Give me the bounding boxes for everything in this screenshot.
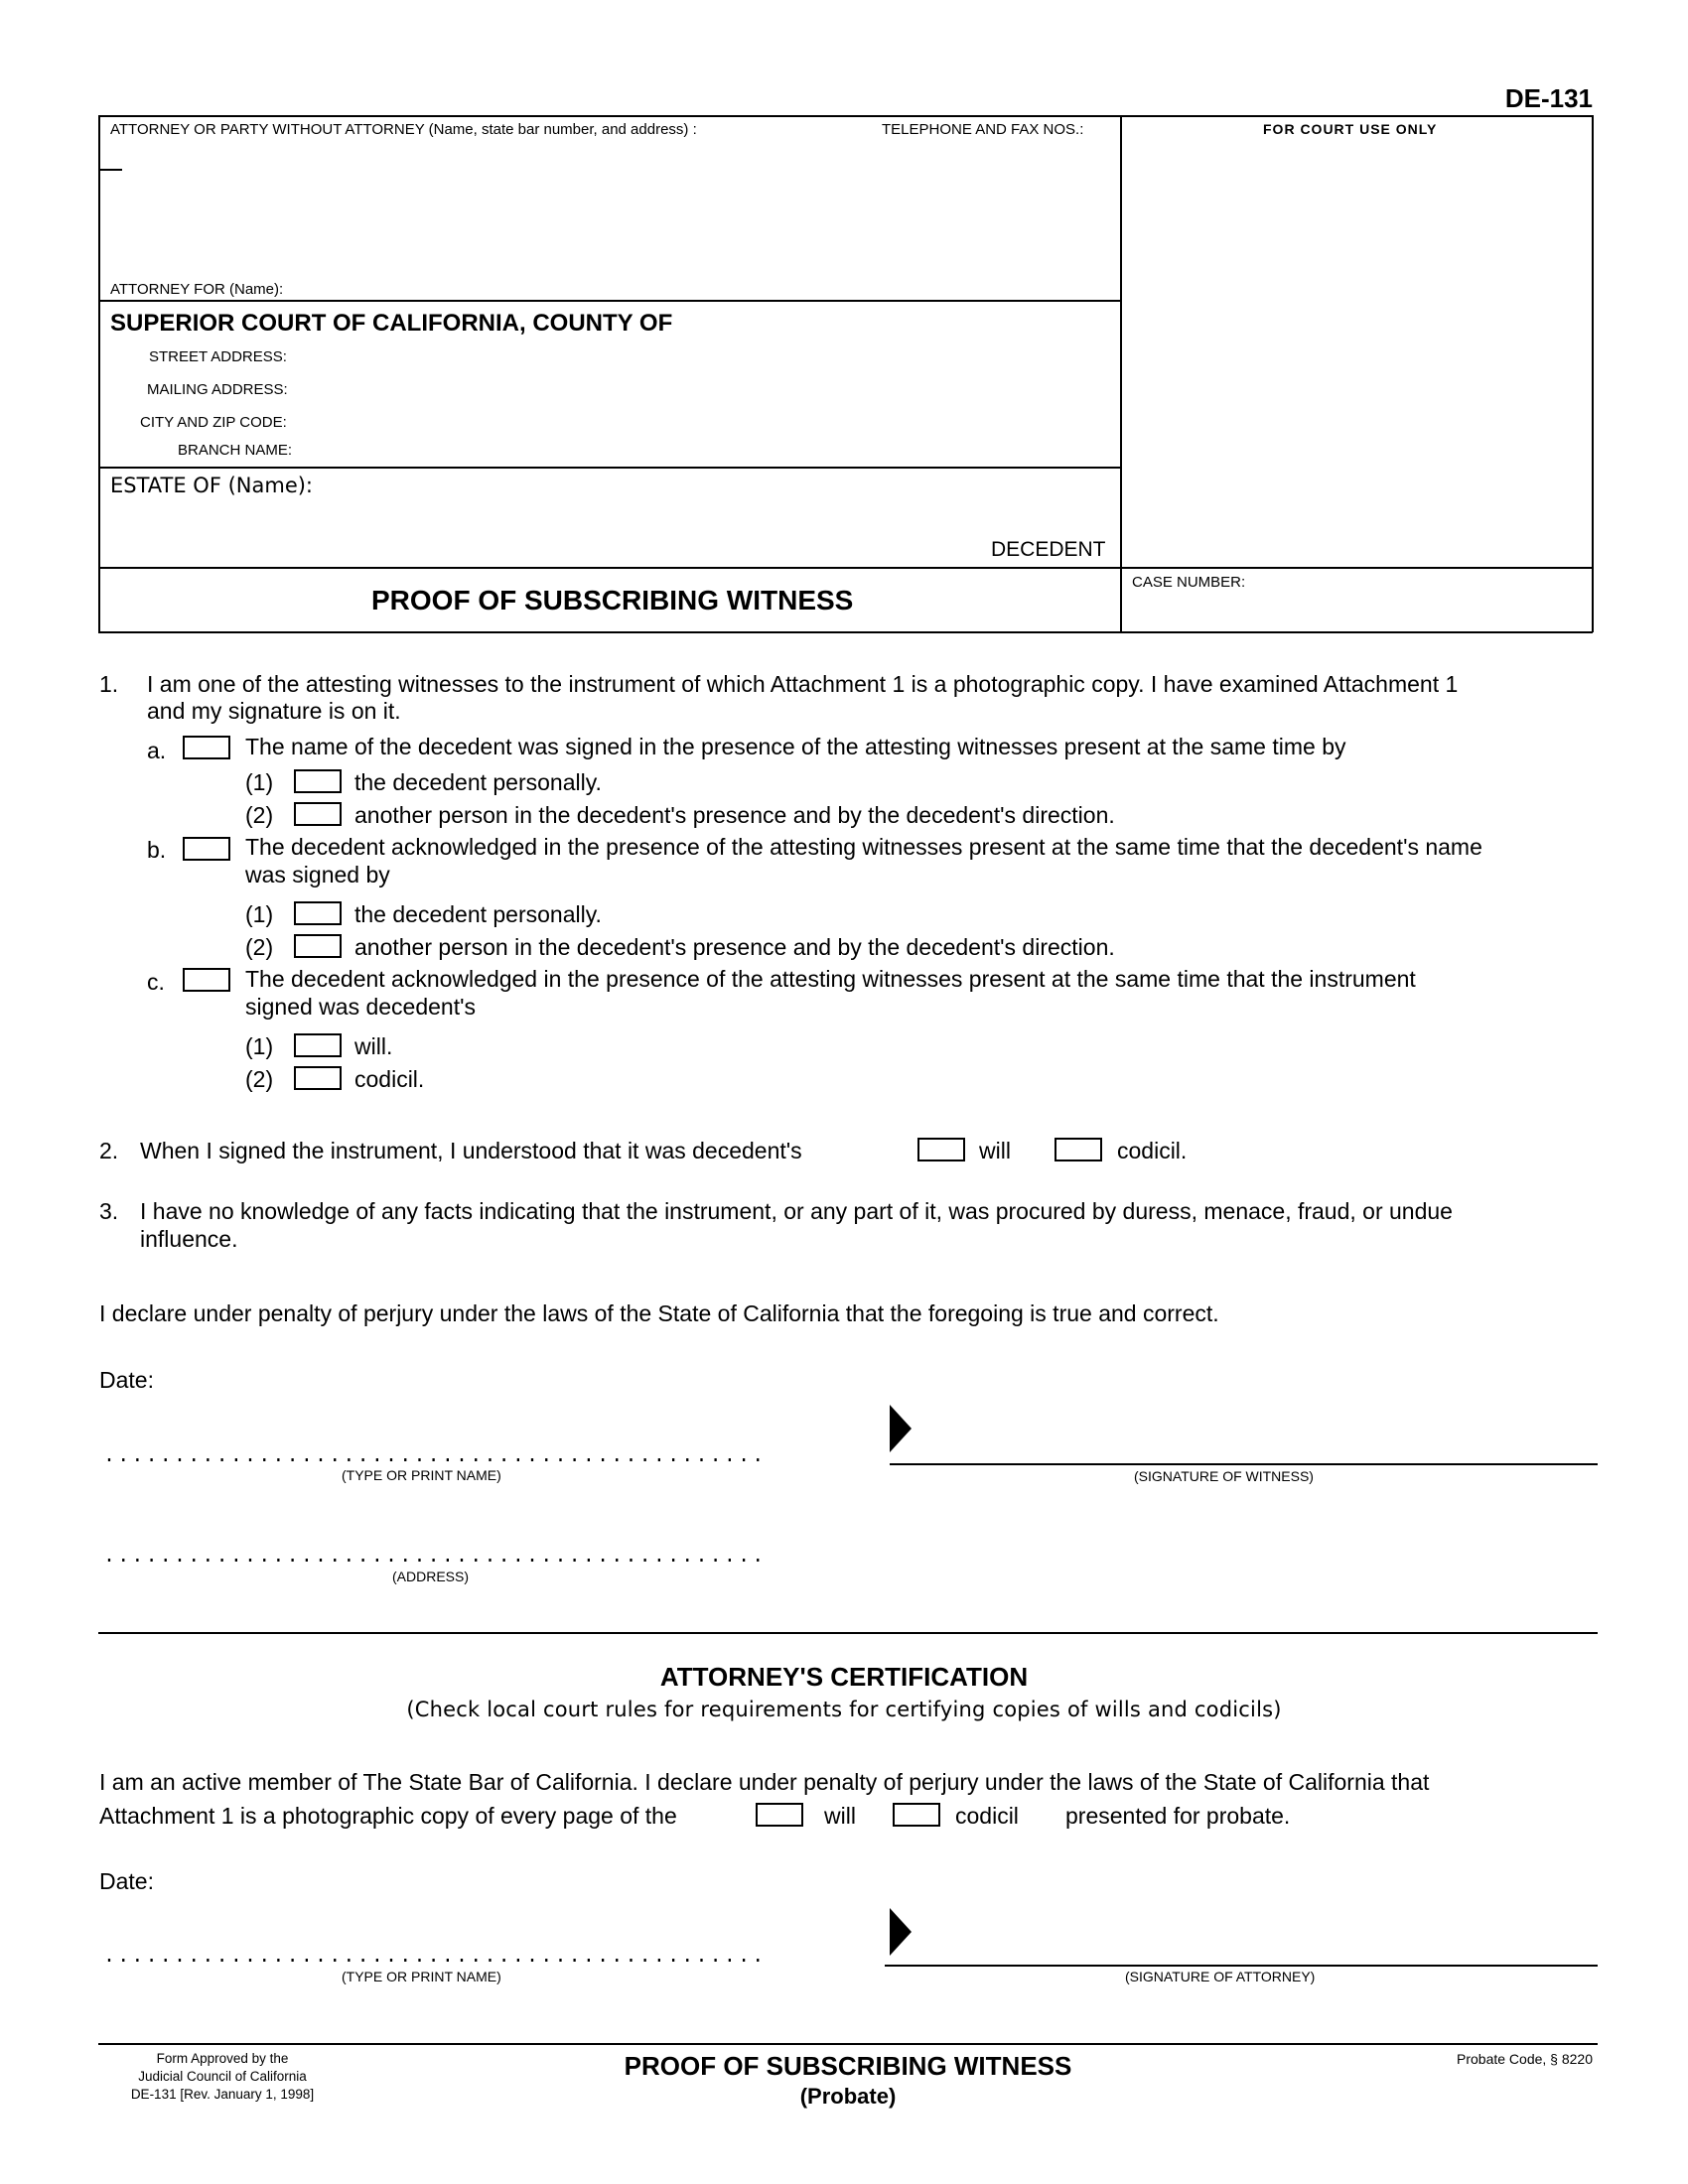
witness-name-dotted-line[interactable]: ............................................... bbox=[103, 1445, 767, 1468]
certification-will-checkbox[interactable] bbox=[756, 1803, 803, 1827]
footer-subtitle: (Probate) bbox=[799, 2084, 897, 2109]
form-approval-line3: DE-131 [Rev. January 1, 1998] bbox=[130, 2087, 315, 2102]
witness-address-caption: (ADDRESS) bbox=[392, 1569, 470, 1584]
certification-codicil-label: codicil bbox=[955, 1803, 1019, 1829]
sign-here-arrow-icon bbox=[890, 1908, 912, 1956]
item1b-checkbox[interactable] bbox=[183, 837, 230, 861]
item1a-checkbox[interactable] bbox=[183, 736, 230, 759]
declaration-text: I declare under penalty of perjury under the laws of the State of California that the foregoing is true and correct. bbox=[99, 1300, 1219, 1326]
case-number-label: CASE NUMBER: bbox=[1132, 574, 1246, 591]
branch-name-label: BRANCH NAME: bbox=[178, 442, 293, 459]
item1a-opt1-number: (1) bbox=[245, 769, 274, 795]
item2-will-label: will bbox=[979, 1138, 1011, 1163]
item1c-checkbox[interactable] bbox=[183, 968, 230, 992]
certification-subtitle: (Check local court rules for requirements for certifying copies of wills and codicils) bbox=[406, 1698, 1282, 1721]
item2-codicil-label: codicil. bbox=[1117, 1138, 1188, 1163]
attorney-name-caption: (TYPE OR PRINT NAME) bbox=[342, 1969, 501, 1984]
item1a-opt1-checkbox[interactable] bbox=[294, 769, 342, 793]
attorney-name-dotted-line[interactable]: ............................................... bbox=[103, 1946, 767, 1969]
item1c-opt1-text: will. bbox=[354, 1033, 393, 1059]
item1-text-line2: and my signature is on it. bbox=[147, 698, 401, 724]
court-title: SUPERIOR COURT OF CALIFORNIA, COUNTY OF bbox=[110, 310, 673, 337]
witness-address-dotted-line[interactable]: ............................................... bbox=[103, 1546, 767, 1569]
item3-text-line1: I have no knowledge of any facts indicating that the instrument, or any part of it, was procured by duress, menace, fraud, or undue bbox=[140, 1198, 1453, 1224]
witness-signature-caption: (SIGNATURE OF WITNESS) bbox=[1134, 1468, 1314, 1484]
item1b-opt1-checkbox[interactable] bbox=[294, 901, 342, 925]
attorney-signature-line[interactable] bbox=[885, 1965, 1598, 1967]
item1c-opt2-text: codicil. bbox=[354, 1066, 425, 1092]
form-approval-line2: Judicial Council of California bbox=[138, 2069, 307, 2084]
item1a-opt2-number: (2) bbox=[245, 802, 274, 828]
item1b-text-line1: The decedent acknowledged in the presence of the attesting witnesses present at the same time that the decedent's name bbox=[245, 834, 1482, 860]
certification-text-line2: Attachment 1 is a photographic copy of every page of the bbox=[99, 1803, 677, 1829]
certification-codicil-checkbox[interactable] bbox=[893, 1803, 940, 1827]
item1a-text: The name of the decedent was signed in the presence of the attesting witnesses present at the same time by bbox=[245, 734, 1346, 759]
item1a-letter: a. bbox=[147, 738, 167, 763]
witness-signature-line[interactable] bbox=[890, 1463, 1598, 1465]
form-approval-line1: Form Approved by the bbox=[156, 2051, 289, 2066]
item2-number: 2. bbox=[99, 1138, 119, 1163]
probate-code-ref: Probate Code, § 8220 bbox=[1457, 2051, 1593, 2067]
city-zip-label: CITY AND ZIP CODE: bbox=[140, 414, 287, 431]
form-number: DE-131 bbox=[1504, 83, 1593, 113]
item1c-opt2-checkbox[interactable] bbox=[294, 1066, 342, 1090]
item2-text: When I signed the instrument, I understood that it was decedent's bbox=[140, 1138, 802, 1163]
item1c-opt2-number: (2) bbox=[245, 1066, 274, 1092]
mailing-address-label: MAILING ADDRESS: bbox=[147, 381, 288, 398]
phone-label: TELEPHONE AND FAX NOS.: bbox=[882, 121, 1084, 138]
item1b-opt2-text: another person in the decedent's presence and by the decedent's direction. bbox=[354, 934, 1115, 960]
witness-date-label: Date: bbox=[99, 1367, 154, 1393]
item1b-opt2-number: (2) bbox=[245, 934, 274, 960]
item1b-opt2-checkbox[interactable] bbox=[294, 934, 342, 958]
item1c-letter: c. bbox=[147, 969, 165, 995]
estate-label: ESTATE OF (Name): bbox=[110, 474, 314, 497]
certification-title: ATTORNEY'S CERTIFICATION bbox=[659, 1662, 1029, 1692]
item1c-text-line2: signed was decedent's bbox=[245, 994, 476, 1020]
item1-text-line1: I am one of the attesting witnesses to the instrument of which Attachment 1 is a photographic copy. I have examined Attachment 1 bbox=[147, 671, 1459, 697]
attorney-for-label: ATTORNEY FOR (Name): bbox=[110, 281, 284, 298]
item1a-opt1-text: the decedent personally. bbox=[354, 769, 602, 795]
certification-will-label: will bbox=[824, 1803, 856, 1829]
certification-text-line1: I am an active member of The State Bar of California. I declare under penalty of perjury under the laws of the State of California that bbox=[99, 1769, 1430, 1795]
item2-codicil-checkbox[interactable] bbox=[1055, 1138, 1102, 1161]
attorney-entry-mark bbox=[100, 169, 122, 171]
item1b-opt1-text: the decedent personally. bbox=[354, 901, 602, 927]
item1b-letter: b. bbox=[147, 837, 167, 863]
court-use-label: FOR COURT USE ONLY bbox=[1263, 121, 1438, 137]
certification-date-label: Date: bbox=[99, 1868, 154, 1894]
attorney-label: ATTORNEY OR PARTY WITHOUT ATTORNEY (Name, state bar number, and address) : bbox=[110, 121, 697, 138]
street-address-label: STREET ADDRESS: bbox=[149, 348, 287, 365]
sign-here-arrow-icon bbox=[890, 1405, 912, 1452]
item1b-opt1-number: (1) bbox=[245, 901, 274, 927]
item3-number: 3. bbox=[99, 1198, 119, 1224]
item1a-opt2-checkbox[interactable] bbox=[294, 802, 342, 826]
item1b-text-line2: was signed by bbox=[245, 862, 390, 887]
item1c-opt1-number: (1) bbox=[245, 1033, 274, 1059]
item1c-text-line1: The decedent acknowledged in the presence of the attesting witnesses present at the same time that the instrument bbox=[245, 966, 1416, 992]
certification-tail-text: presented for probate. bbox=[1065, 1803, 1291, 1829]
decedent-label: DECEDENT bbox=[991, 538, 1106, 561]
item3-text-line2: influence. bbox=[140, 1226, 238, 1252]
form-title: PROOF OF SUBSCRIBING WITNESS bbox=[371, 585, 854, 615]
witness-name-caption: (TYPE OR PRINT NAME) bbox=[342, 1467, 501, 1483]
footer-title: PROOF OF SUBSCRIBING WITNESS bbox=[624, 2051, 1072, 2081]
footer-rule bbox=[98, 2043, 1598, 2045]
item1-number: 1. bbox=[99, 671, 119, 697]
item1a-opt2-text: another person in the decedent's presence and by the decedent's direction. bbox=[354, 802, 1115, 828]
item1c-opt1-checkbox[interactable] bbox=[294, 1033, 342, 1057]
section-divider bbox=[98, 1632, 1598, 1634]
attorney-signature-caption: (SIGNATURE OF ATTORNEY) bbox=[1125, 1969, 1316, 1984]
item2-will-checkbox[interactable] bbox=[917, 1138, 965, 1161]
